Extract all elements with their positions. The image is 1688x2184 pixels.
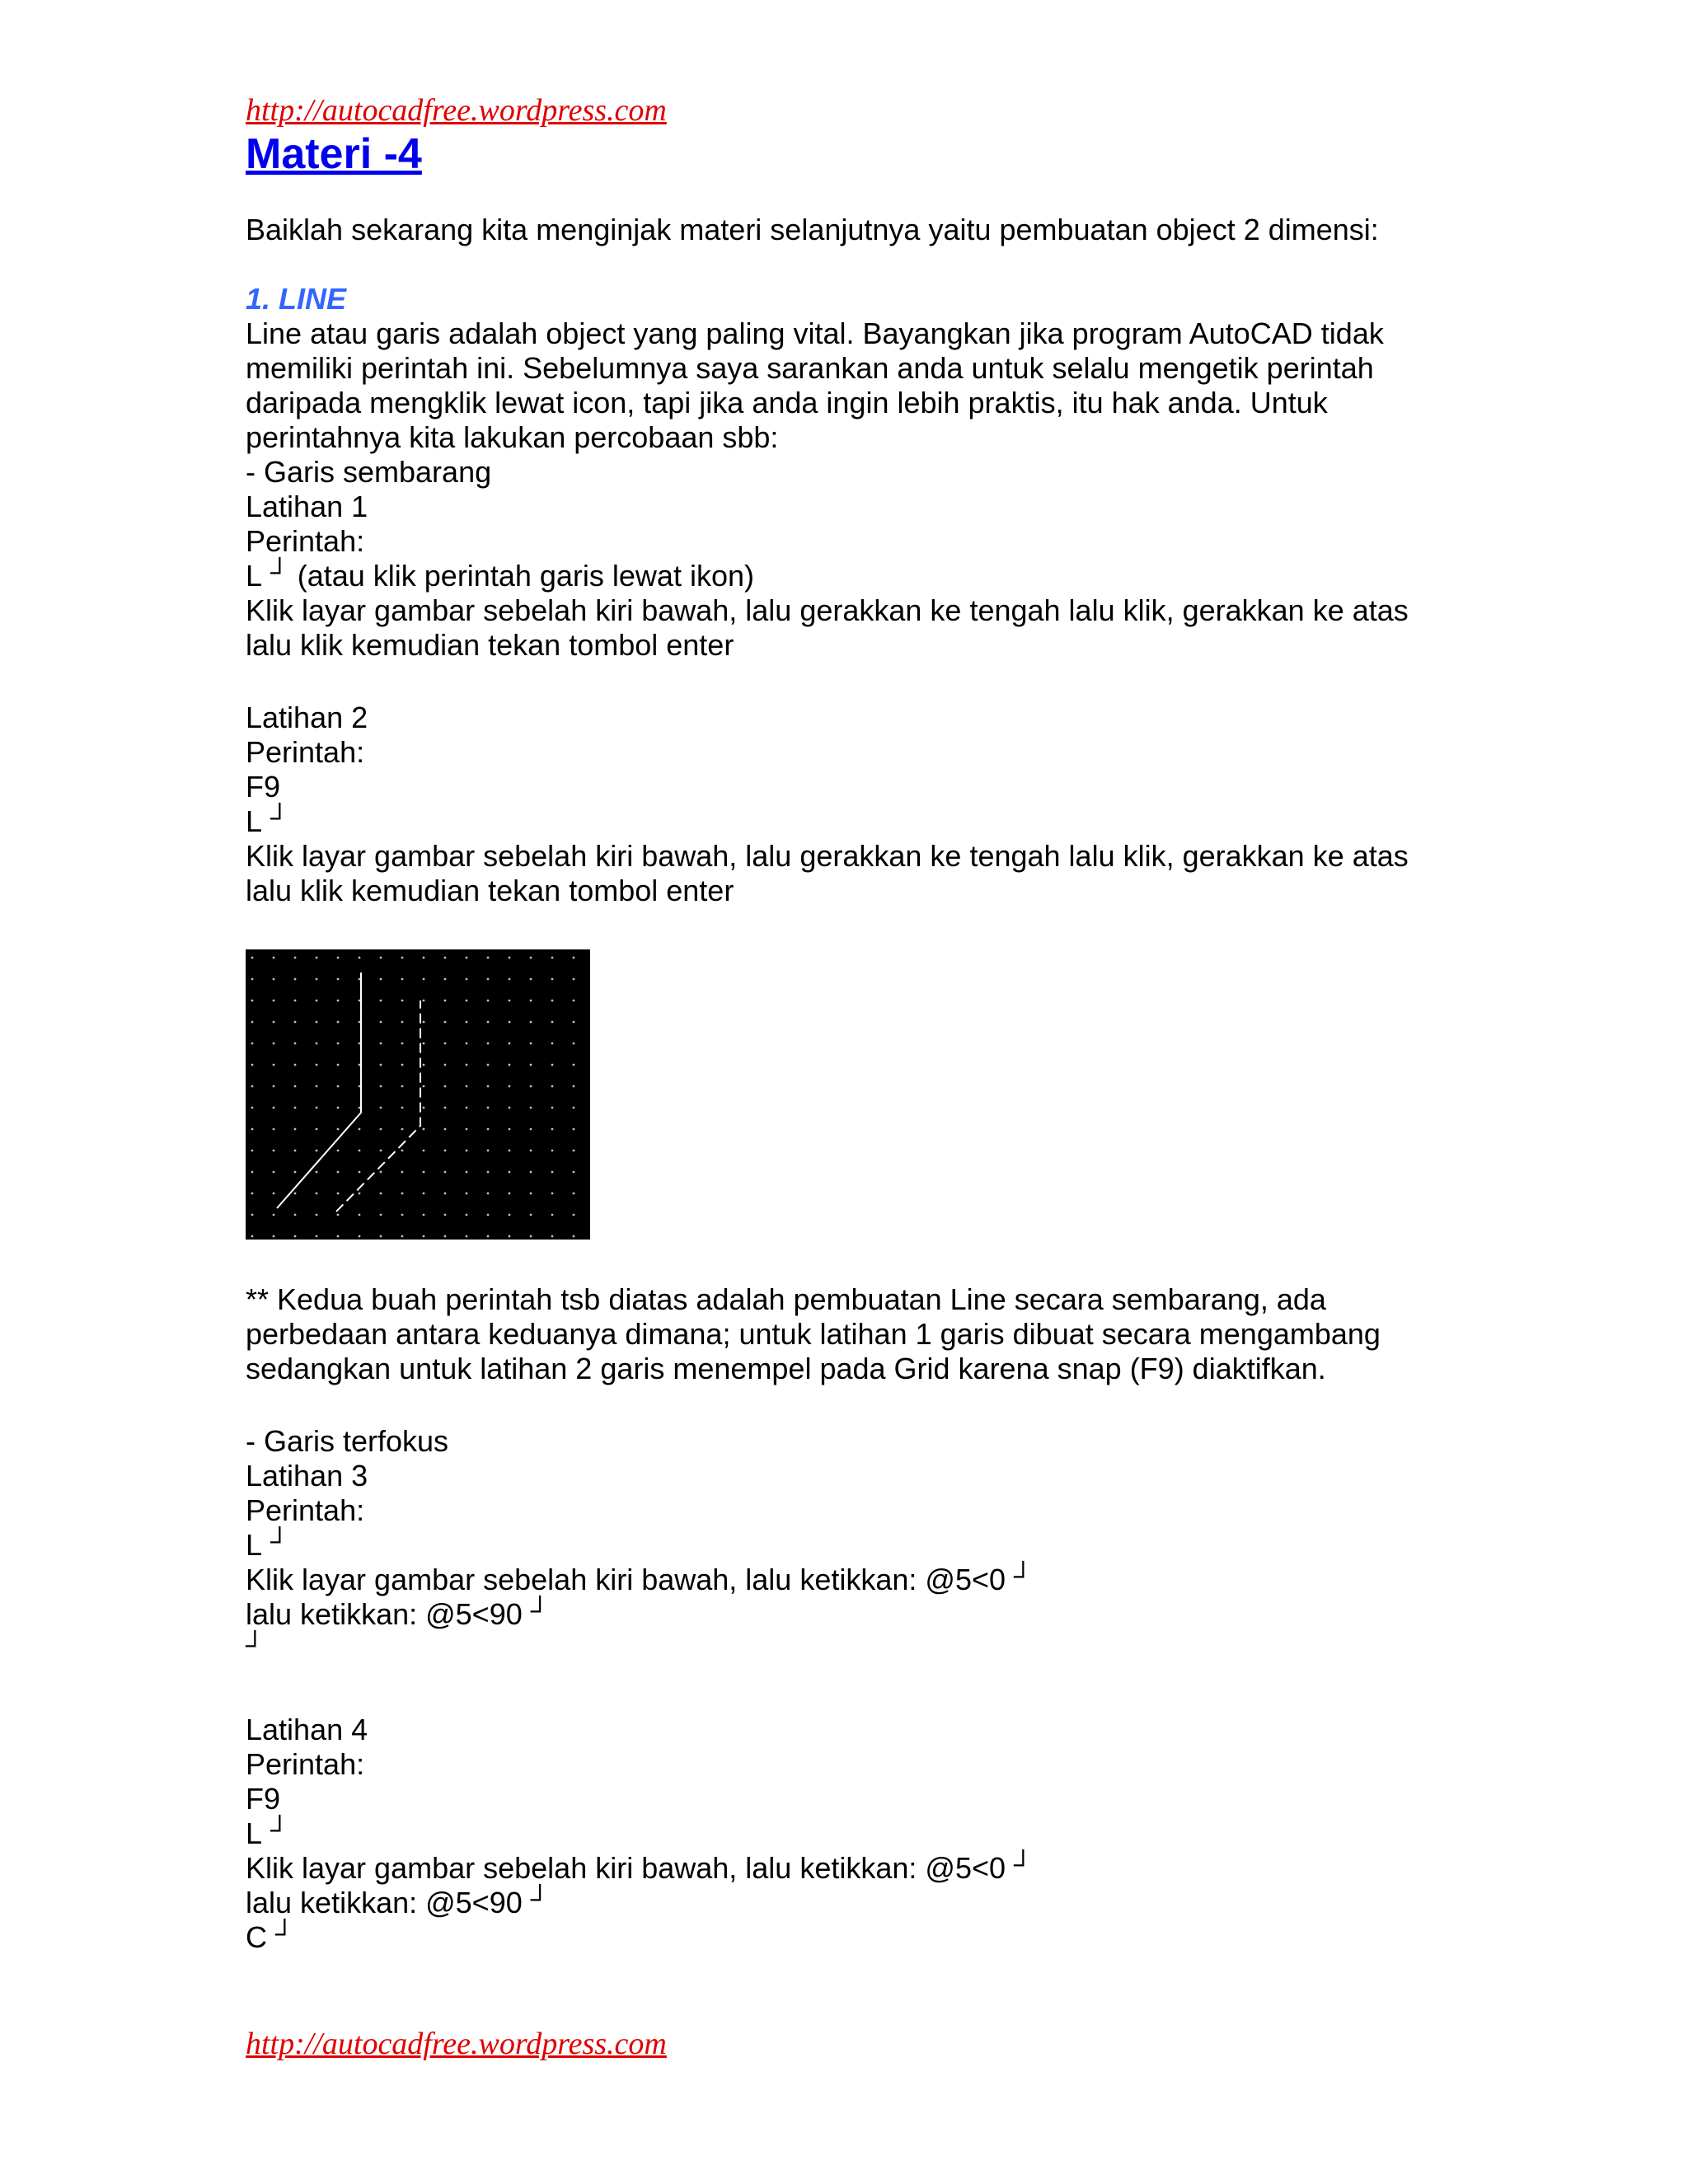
latihan-title: Latihan 4 <box>246 1713 368 1746</box>
grid-dot <box>530 1064 532 1066</box>
grid-dot <box>530 957 532 959</box>
footer-link[interactable]: http://autocadfree.wordpress.com <box>246 2027 667 2061</box>
grid-dot <box>359 1214 361 1216</box>
grid-dot <box>251 1064 254 1066</box>
grid-dot <box>551 1128 554 1131</box>
figure-background <box>246 949 590 1240</box>
grid-dot <box>509 1043 511 1045</box>
grid-dot <box>423 1150 425 1152</box>
grid-dot <box>530 1021 532 1024</box>
note-line: sedangkan untuk latihan 2 garis menempel pada Grid karena snap (F9) diaktifkan. <box>246 1352 1326 1385</box>
grid-dot <box>551 1021 554 1024</box>
grid-dot <box>509 1128 511 1131</box>
grid-dot <box>466 1128 468 1131</box>
sub-heading-garis-sembarang: - Garis sembarang <box>246 455 492 489</box>
grid-dot <box>251 1150 254 1152</box>
grid-dot <box>380 1171 382 1174</box>
sub-heading-garis-terfokus: - Garis terfokus <box>246 1424 449 1458</box>
grid-dot <box>380 1064 382 1066</box>
grid-dot <box>380 1021 382 1024</box>
grid-dot <box>530 1193 532 1195</box>
grid-dot <box>530 1214 532 1216</box>
grid-dot <box>251 957 254 959</box>
header-link[interactable]: http://autocadfree.wordpress.com <box>246 93 667 128</box>
instruction-line: lalu klik kemudian tekan tombol enter <box>246 874 734 907</box>
perintah-label: Perintah: <box>246 735 365 769</box>
grid-dot <box>509 1171 511 1174</box>
grid-dot <box>337 1021 340 1024</box>
grid-dot <box>316 1214 318 1216</box>
grid-dot <box>359 1150 361 1152</box>
grid-dot <box>273 1193 275 1195</box>
grid-dot <box>487 1193 490 1195</box>
grid-dot <box>509 1107 511 1109</box>
intro-text: Baiklah sekarang kita menginjak materi selanjutnya yaitu pembuatan object 2 dimensi: <box>246 213 1379 246</box>
grid-dot <box>466 1043 468 1045</box>
grid-dot <box>444 1107 447 1109</box>
grid-dot <box>401 1064 404 1066</box>
grid-dot <box>423 1107 425 1109</box>
grid-dot <box>466 1107 468 1109</box>
grid-dot <box>487 1021 490 1024</box>
grid-dot <box>573 1150 575 1152</box>
step-line <box>246 1597 1441 1632</box>
grid-dot <box>573 1085 575 1088</box>
grid-dot <box>423 1171 425 1174</box>
command-line <box>246 1816 1441 1851</box>
grid-dot <box>444 1085 447 1088</box>
grid-dot <box>359 1107 361 1109</box>
latihan-title: Latihan 3 <box>246 1459 368 1493</box>
grid-dot <box>316 1085 318 1088</box>
grid-dot <box>294 1193 297 1195</box>
command-line <box>246 1528 1441 1563</box>
grid-dot <box>530 1085 532 1088</box>
page-title[interactable]: Materi -4 <box>246 130 422 178</box>
grid-dot <box>423 1214 425 1216</box>
grid-dot <box>423 978 425 981</box>
instruction-line: Klik layar gambar sebelah kiri bawah, lalu gerakkan ke tengah lalu klik, gerakkan ke atas <box>246 839 1409 873</box>
latihan-3 <box>246 1459 1441 1666</box>
grid-dot <box>423 1193 425 1195</box>
grid-dot <box>294 1214 297 1216</box>
grid-dot <box>337 1000 340 1002</box>
grid-dot <box>487 1107 490 1109</box>
grid-dot <box>423 1021 425 1024</box>
command-l: L <box>246 559 263 593</box>
grid-dot <box>487 1150 490 1152</box>
grid-dot <box>294 1235 297 1238</box>
grid-dot <box>466 1064 468 1066</box>
grid-dot <box>316 1000 318 1002</box>
grid-dot <box>380 1043 382 1045</box>
grid-dot <box>251 1235 254 1238</box>
grid-dot <box>573 1128 575 1131</box>
grid-dot <box>551 1214 554 1216</box>
grid-dot <box>273 1128 275 1131</box>
grid-dot <box>337 1214 340 1216</box>
grid-dot <box>444 1000 447 1002</box>
grid-dot <box>509 1214 511 1216</box>
grid-dot <box>251 978 254 981</box>
grid-dot <box>551 978 554 981</box>
grid-dot <box>359 1235 361 1238</box>
grid-dot <box>444 1150 447 1152</box>
grid-dot <box>573 1171 575 1174</box>
grid-dot <box>487 1171 490 1174</box>
grid-dot <box>273 1214 275 1216</box>
grid-dot <box>380 1085 382 1088</box>
grid-dot <box>573 1064 575 1066</box>
grid-dot <box>401 957 404 959</box>
grid-dot <box>444 1021 447 1024</box>
grid-dot <box>509 1235 511 1238</box>
enter-key-icon: ┘ <box>1014 1561 1033 1591</box>
grid-dot <box>466 1235 468 1238</box>
grid-dot <box>273 1064 275 1066</box>
grid-dot <box>401 1128 404 1131</box>
instruction-line: lalu klik kemudian tekan tombol enter <box>246 628 734 662</box>
command-line <box>246 559 1441 593</box>
grid-dot <box>337 1235 340 1238</box>
grid-dot <box>509 1085 511 1088</box>
section-heading-line: 1. LINE <box>246 282 347 316</box>
grid-dot <box>573 1235 575 1238</box>
grid-dot <box>573 978 575 981</box>
grid-dot <box>359 1021 361 1024</box>
command-l: L <box>246 1816 263 1850</box>
command-c: C <box>246 1920 267 1954</box>
grid-dot <box>251 1085 254 1088</box>
grid-dot <box>444 1214 447 1216</box>
grid-dot <box>509 1193 511 1195</box>
grid-dot <box>530 1150 532 1152</box>
note-line: perbedaan antara keduanya dimana; untuk latihan 1 garis dibuat secara mengambang <box>246 1317 1381 1351</box>
grid-dot <box>444 978 447 981</box>
grid-dot <box>487 1214 490 1216</box>
grid-dot <box>530 1043 532 1045</box>
perintah-label: Perintah: <box>246 1747 365 1781</box>
grid-dot <box>444 1193 447 1195</box>
grid-dot <box>380 978 382 981</box>
grid-dot <box>337 1085 340 1088</box>
grid-dot <box>401 1021 404 1024</box>
grid-dot <box>337 1043 340 1045</box>
grid-dot <box>423 1000 425 1002</box>
grid-dot <box>573 1214 575 1216</box>
grid-dot <box>380 1000 382 1002</box>
grid-dot <box>487 1235 490 1238</box>
grid-dot <box>551 1171 554 1174</box>
grid-dot <box>380 1150 382 1152</box>
grid-dot <box>509 1064 511 1066</box>
grid-dot <box>359 1128 361 1131</box>
grid-dot <box>273 1150 275 1152</box>
grid-dot <box>551 1085 554 1088</box>
latihan-title: Latihan 1 <box>246 490 368 523</box>
grid-dot <box>316 1235 318 1238</box>
enter-key-icon: ┘ <box>270 557 289 587</box>
grid-dot <box>359 1000 361 1002</box>
grid-dot <box>401 1000 404 1002</box>
grid-dot <box>444 1064 447 1066</box>
step-line <box>246 1563 1441 1597</box>
grid-dot <box>273 1000 275 1002</box>
grid-dot <box>466 1193 468 1195</box>
line-description <box>246 316 1441 455</box>
grid-dot <box>359 978 361 981</box>
grid-dot <box>444 1235 447 1238</box>
grid-dot <box>359 1043 361 1045</box>
grid-dot <box>294 1128 297 1131</box>
grid-dot <box>380 1235 382 1238</box>
grid-dot <box>337 1150 340 1152</box>
grid-dot <box>273 1171 275 1174</box>
latihan-1 <box>246 490 1441 663</box>
grid-dot <box>487 1128 490 1131</box>
note-line: ** Kedua buah perintah tsb diatas adalah pembuatan Line secara sembarang, ada <box>246 1282 1326 1316</box>
grid-dot <box>316 1171 318 1174</box>
grid-dot <box>423 1128 425 1131</box>
grid-dot <box>273 1107 275 1109</box>
grid-dot <box>401 1107 404 1109</box>
grid-dot <box>401 978 404 981</box>
grid-dot <box>401 1150 404 1152</box>
command-l: L <box>246 804 263 838</box>
paragraph-line: perintahnya kita lakukan percobaan sbb: <box>246 420 779 454</box>
latihan-4 <box>246 1713 1441 1955</box>
grid-dot <box>251 1214 254 1216</box>
grid-dot <box>316 1021 318 1024</box>
latihan-title: Latihan 2 <box>246 701 368 734</box>
grid-dot <box>251 1128 254 1131</box>
command-note: (atau klik perintah garis lewat ikon) <box>297 559 754 593</box>
grid-dot <box>251 1000 254 1002</box>
grid-dot <box>359 957 361 959</box>
grid-dot <box>337 1107 340 1109</box>
enter-key-icon: ┘ <box>275 1919 294 1948</box>
grid-dot <box>273 978 275 981</box>
perintah-label: Perintah: <box>246 524 365 558</box>
grid-dot <box>466 1021 468 1024</box>
grid-dot <box>466 1150 468 1152</box>
step-text: Klik layar gambar sebelah kiri bawah, lalu ketikkan: @5<0 <box>246 1563 1006 1596</box>
grid-dot <box>316 1150 318 1152</box>
grid-dot <box>359 1193 361 1195</box>
grid-dot <box>530 978 532 981</box>
enter-key-icon: ┘ <box>270 1526 289 1556</box>
grid-dot <box>487 1085 490 1088</box>
grid-dot <box>444 1128 447 1131</box>
grid-dot <box>380 1128 382 1131</box>
grid-dot <box>401 1171 404 1174</box>
grid-dot <box>509 957 511 959</box>
grid-dot <box>337 1064 340 1066</box>
grid-dot <box>359 1064 361 1066</box>
grid-dot <box>444 957 447 959</box>
grid-dot <box>316 1193 318 1195</box>
perintah-label: Perintah: <box>246 1493 365 1527</box>
grid-dot <box>509 978 511 981</box>
grid-dot <box>359 1171 361 1174</box>
grid-dot <box>573 1000 575 1002</box>
enter-key-icon: ┘ <box>270 803 289 832</box>
grid-dot <box>294 1107 297 1109</box>
grid-dot <box>444 1043 447 1045</box>
grid-dot <box>337 1193 340 1195</box>
grid-dot <box>294 978 297 981</box>
grid-dot <box>251 1021 254 1024</box>
grid-dot <box>551 1043 554 1045</box>
grid-dot <box>509 1150 511 1152</box>
grid-dot <box>551 1235 554 1238</box>
grid-dot <box>573 1043 575 1045</box>
grid-dot <box>551 1193 554 1195</box>
grid-dot <box>316 1064 318 1066</box>
enter-line <box>246 1632 1441 1666</box>
grid-dot <box>294 1150 297 1152</box>
grid-dot <box>466 1085 468 1088</box>
grid-dot <box>294 1043 297 1045</box>
grid-dot <box>401 1193 404 1195</box>
grid-dot <box>551 1107 554 1109</box>
grid-dot <box>423 1043 425 1045</box>
step-text: lalu ketikkan: @5<90 <box>246 1886 523 1919</box>
grid-dot <box>509 1021 511 1024</box>
grid-dot <box>401 1085 404 1088</box>
grid-dot <box>401 1214 404 1216</box>
step-text: lalu ketikkan: @5<90 <box>246 1597 523 1631</box>
step-line <box>246 1886 1441 1920</box>
enter-key-icon: ┘ <box>530 1884 550 1914</box>
instruction-line: Klik layar gambar sebelah kiri bawah, lalu gerakkan ke tengah lalu klik, gerakkan ke atas <box>246 593 1409 627</box>
grid-dot <box>444 1171 447 1174</box>
grid-dot <box>316 957 318 959</box>
grid-dot <box>530 1000 532 1002</box>
step-text: Klik layar gambar sebelah kiri bawah, lalu ketikkan: @5<0 <box>246 1851 1006 1885</box>
grid-dot <box>316 1128 318 1131</box>
grid-dot <box>294 1171 297 1174</box>
grid-dot <box>466 957 468 959</box>
grid-dot <box>466 1171 468 1174</box>
grid-dot <box>294 1085 297 1088</box>
grid-dot <box>530 1107 532 1109</box>
grid-dot <box>251 1107 254 1109</box>
grid-dot <box>466 978 468 981</box>
command-f9: F9 <box>246 1782 281 1816</box>
grid-dot <box>423 1064 425 1066</box>
enter-key-icon: ┘ <box>270 1815 289 1844</box>
command-f9: F9 <box>246 770 281 804</box>
grid-dot <box>466 1214 468 1216</box>
grid-dot <box>273 1043 275 1045</box>
paragraph-line: daripada mengklik lewat icon, tapi jika anda ingin lebih praktis, itu hak anda. Untuk <box>246 386 1328 419</box>
paragraph-line: memiliki perintah ini. Sebelumnya saya sarankan anda untuk selalu mengetik perintah <box>246 351 1374 385</box>
grid-dot <box>487 957 490 959</box>
grid-dot <box>509 1000 511 1002</box>
grid-dot <box>530 1235 532 1238</box>
grid-dot <box>530 1128 532 1131</box>
grid-dot <box>337 1171 340 1174</box>
comparison-note <box>246 1282 1441 1386</box>
grid-dot <box>573 957 575 959</box>
grid-dot <box>251 1171 254 1174</box>
grid-dot <box>530 1171 532 1174</box>
grid-dot <box>273 1235 275 1238</box>
grid-dot <box>487 1000 490 1002</box>
grid-dot <box>401 1043 404 1045</box>
grid-dot <box>337 957 340 959</box>
grid-dot <box>551 1000 554 1002</box>
grid-dot <box>273 957 275 959</box>
grid-dot <box>551 1150 554 1152</box>
command-l: L <box>246 1528 263 1562</box>
grid-dot <box>337 978 340 981</box>
grid-dot <box>294 1064 297 1066</box>
grid-dot <box>573 1107 575 1109</box>
grid-dot <box>359 1085 361 1088</box>
grid-dot <box>423 1235 425 1238</box>
grid-dot <box>380 1107 382 1109</box>
grid-dot <box>294 957 297 959</box>
grid-dot <box>251 1193 254 1195</box>
grid-dot <box>316 1043 318 1045</box>
document-page <box>246 92 1441 1955</box>
grid-dot <box>487 1043 490 1045</box>
grid-dot <box>337 1128 340 1131</box>
grid-dot <box>573 1021 575 1024</box>
grid-dot <box>423 957 425 959</box>
grid-dot <box>316 1107 318 1109</box>
enter-key-icon: ┘ <box>1014 1849 1033 1879</box>
step-line <box>246 1851 1441 1886</box>
grid-dot <box>401 1235 404 1238</box>
grid-dot <box>487 978 490 981</box>
latihan-2 <box>246 701 1441 908</box>
enter-key-icon: ┘ <box>246 1630 265 1660</box>
grid-dot <box>294 1021 297 1024</box>
grid-dot <box>380 1214 382 1216</box>
grid-dot <box>487 1064 490 1066</box>
enter-key-icon: ┘ <box>530 1596 550 1625</box>
paragraph-line: Line atau garis adalah object yang paling vital. Bayangkan jika program AutoCAD tidak <box>246 316 1384 350</box>
command-line <box>246 804 1441 839</box>
grid-dot <box>273 1021 275 1024</box>
grid-dot <box>273 1085 275 1088</box>
command-line <box>246 1920 1441 1955</box>
grid-dot <box>573 1193 575 1195</box>
grid-dot <box>380 957 382 959</box>
grid-dot <box>551 957 554 959</box>
autocad-line-figure <box>246 949 590 1240</box>
grid-dot <box>294 1000 297 1002</box>
grid-dot <box>551 1064 554 1066</box>
grid-dot <box>380 1193 382 1195</box>
grid-dot <box>423 1085 425 1088</box>
grid-dot <box>466 1000 468 1002</box>
grid-dot <box>316 978 318 981</box>
grid-dot <box>251 1043 254 1045</box>
